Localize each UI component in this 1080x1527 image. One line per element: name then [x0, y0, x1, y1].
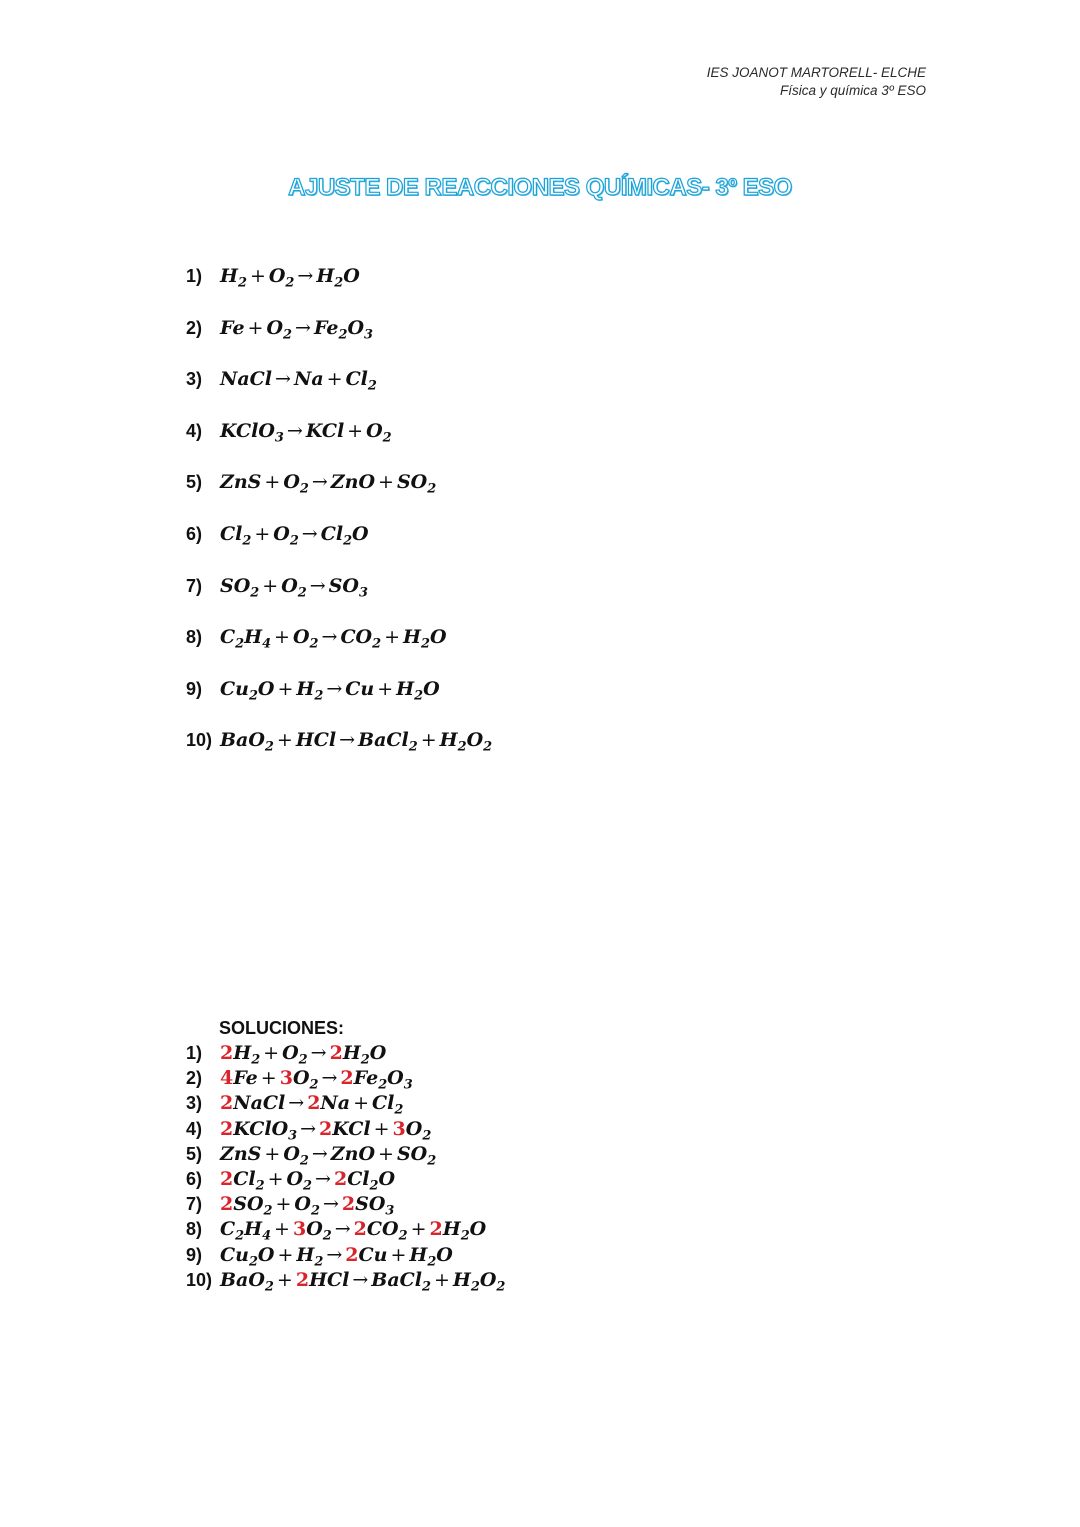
plus-sign: +: [378, 1142, 394, 1165]
chemical-equation: [220, 1142, 436, 1167]
solutions-row: [186, 1091, 505, 1116]
formula: $O_2$: [268, 265, 295, 291]
formula: ZnS: [220, 1142, 262, 1165]
plus-sign: +: [275, 1193, 292, 1216]
formula: $Cl_2$: [220, 522, 252, 549]
coefficient: 2: [333, 1167, 348, 1190]
chemical-equation: [220, 365, 377, 393]
plus-sign: +: [254, 522, 271, 545]
chemical-equation: [220, 1217, 486, 1242]
formula: $SO_3$: [355, 1193, 395, 1219]
chemical-equation: [220, 1041, 386, 1066]
solution-list: [186, 1041, 505, 1293]
exercises-number: 8): [186, 627, 203, 648]
formula: $O_2$: [292, 626, 319, 652]
reaction-arrow: →: [295, 316, 311, 339]
formula: $SO_2$: [396, 1142, 437, 1169]
formula: $CO_2$: [340, 626, 382, 652]
solutions-row: [186, 1142, 505, 1167]
formula: $CO_2$: [366, 1218, 408, 1244]
formula: Na: [320, 1092, 351, 1115]
formula: BaCl$_2$: [371, 1268, 431, 1295]
plus-sign: +: [433, 1268, 450, 1291]
coefficient: 2: [220, 1092, 234, 1115]
plus-sign: +: [410, 1218, 427, 1241]
formula: $Fe_2O_3$: [313, 316, 374, 343]
solutions-number: 3): [186, 1093, 203, 1114]
solutions-row: [186, 1243, 505, 1268]
coefficient: 2: [353, 1218, 367, 1241]
chemical-equation: [220, 314, 373, 342]
formula: $O_2$: [281, 574, 307, 601]
exercises-row: [186, 468, 492, 520]
chemical-equation: [220, 726, 492, 754]
exercises-number: 3): [186, 369, 203, 390]
formula: $O_2$: [273, 522, 299, 549]
plus-sign: +: [378, 471, 394, 494]
coefficient: 2: [319, 1117, 333, 1140]
formula: $H_2O$: [409, 1243, 453, 1270]
formula: $O_2$: [292, 1067, 319, 1093]
coefficient: 3: [279, 1067, 293, 1090]
formula: Na: [293, 368, 324, 391]
formula: KClO$_3$: [233, 1117, 298, 1144]
formula: $C_2H_4$: [220, 1218, 272, 1244]
reaction-arrow: →: [288, 1092, 305, 1115]
plus-sign: +: [326, 368, 343, 391]
reaction-arrow: →: [311, 1142, 328, 1165]
reaction-arrow: →: [297, 265, 314, 287]
plus-sign: +: [247, 316, 264, 339]
formula: $H_2O_2$: [452, 1268, 506, 1295]
coefficient: 2: [220, 1117, 234, 1140]
formula: ZnS: [220, 471, 262, 494]
solutions-number: 6): [186, 1168, 203, 1189]
formula: KCl: [305, 419, 345, 442]
reaction-arrow: →: [311, 471, 328, 494]
chemical-equation: [220, 1192, 394, 1217]
coefficient: 2: [307, 1092, 321, 1115]
reaction-arrow: →: [339, 729, 356, 752]
solutions-section: [186, 1015, 505, 1293]
page-header: [707, 64, 926, 100]
coefficient: 2: [429, 1218, 443, 1241]
formula: $O_2$: [306, 1218, 332, 1244]
reaction-arrow: →: [309, 574, 326, 597]
formula: $Cl_2O$: [347, 1167, 396, 1194]
reaction-arrow: →: [310, 1042, 327, 1064]
solutions-number: 4): [186, 1118, 203, 1139]
formula: BaO$_2$: [220, 729, 274, 755]
plus-sign: +: [264, 471, 281, 494]
reaction-arrow: →: [315, 1167, 331, 1190]
formula: $O_2$: [282, 1042, 308, 1068]
formula: $SO_2$: [396, 471, 437, 497]
chemical-equation: [220, 1167, 395, 1192]
formula: $O_2$: [405, 1117, 432, 1144]
chemical-equation: [220, 1268, 505, 1293]
coefficient: 2: [220, 1042, 234, 1064]
solutions-title: SOLUCIONES:: [219, 1018, 345, 1038]
formula: $SO_2$: [233, 1193, 273, 1219]
exercises-number: 6): [186, 523, 203, 544]
plus-sign: +: [384, 626, 401, 649]
formula: $H_2O_2$: [439, 729, 493, 755]
exercises-row: [186, 314, 492, 366]
formula: $H_2O$: [316, 265, 360, 291]
solutions-number: 10): [186, 1269, 213, 1290]
solutions-number: 8): [186, 1219, 203, 1240]
exercises-row: [186, 675, 492, 727]
exercises-row: [186, 726, 492, 778]
formula: $Cl_2$: [372, 1092, 404, 1118]
plus-sign: +: [420, 729, 437, 752]
formula: ZnO: [330, 471, 376, 494]
chemical-equation: [220, 1066, 413, 1091]
formula: $H_2$: [233, 1042, 261, 1068]
solutions-row: [186, 1268, 505, 1293]
plus-sign: +: [276, 1268, 293, 1291]
coefficient: 2: [220, 1167, 234, 1190]
reaction-arrow: →: [326, 1243, 343, 1266]
reaction-arrow: →: [275, 368, 291, 391]
formula: $O_2$: [266, 316, 293, 343]
plus-sign: +: [274, 626, 290, 649]
formula: $O_2$: [286, 1167, 313, 1194]
formula: $SO_3$: [328, 574, 368, 601]
formula: BaCl$_2$: [358, 729, 418, 755]
formula: $H_2$: [220, 265, 247, 291]
formula: HCl: [295, 729, 337, 752]
solutions-row: [186, 1192, 505, 1217]
exercises-number: 4): [186, 420, 203, 441]
reaction-arrow: →: [322, 1193, 339, 1216]
formula: $Fe_2O_3$: [353, 1067, 413, 1093]
chemical-equation: [220, 417, 392, 445]
formula: KCl: [332, 1117, 371, 1140]
chemical-equation: [220, 623, 447, 651]
formula: $H_2O$: [342, 1042, 387, 1068]
formula: Fe: [220, 316, 245, 339]
reaction-arrow: →: [301, 522, 318, 545]
formula: NaCl: [233, 1092, 286, 1115]
solutions-row: [186, 1167, 505, 1192]
reaction-arrow: →: [326, 677, 343, 700]
solutions-number: 1): [186, 1043, 203, 1063]
formula: BaO$_2$: [220, 1268, 274, 1295]
formula: $Cu_2O$: [220, 677, 275, 704]
formula: $Cl_2$: [233, 1167, 265, 1194]
solutions-number: 5): [186, 1143, 203, 1164]
exercises-number: 5): [186, 472, 203, 493]
formula: $SO_2$: [220, 574, 260, 601]
plus-sign: +: [347, 419, 364, 442]
coefficient: 3: [392, 1117, 406, 1140]
chemical-equation: [220, 572, 368, 600]
reaction-arrow: →: [352, 1268, 369, 1291]
plus-sign: +: [264, 1142, 281, 1165]
formula: $C_2H_4$: [220, 626, 272, 652]
plus-sign: +: [262, 574, 279, 597]
formula: $O_2$: [283, 471, 309, 497]
solutions-row: [186, 1117, 505, 1142]
exercises-number: 2): [186, 317, 203, 338]
school-name: IES JOANOT MARTORELL- ELCHE: [706, 65, 926, 80]
plus-sign: +: [249, 265, 266, 287]
plus-sign: +: [390, 1243, 407, 1266]
solutions-row: [186, 1041, 505, 1066]
chemical-equation: [220, 675, 440, 703]
exercises-number: 9): [186, 678, 203, 699]
reaction-arrow: →: [334, 1218, 351, 1241]
formula: $Cl_2$: [345, 368, 377, 394]
exercises-row: [186, 623, 492, 675]
plus-sign: +: [276, 729, 293, 752]
formula: $H_2$: [296, 1243, 324, 1270]
chemical-equation: [220, 1117, 431, 1142]
formula: $H_2$: [296, 677, 324, 704]
exercises-row: [186, 417, 492, 469]
page-title: AJUSTE DE REACCIONES QUÍMICAS- 3º ESO: [288, 174, 792, 201]
plus-sign: +: [263, 1042, 280, 1064]
chemical-equation: [220, 520, 369, 548]
formula: Fe: [233, 1067, 258, 1090]
course-name: Física y química 3º ESO: [780, 83, 926, 98]
exercises-row: [186, 262, 492, 314]
coefficient: 4: [220, 1067, 234, 1090]
formula: HCl: [309, 1268, 350, 1291]
coefficient: 2: [220, 1193, 234, 1216]
exercises-number: 7): [186, 575, 203, 596]
exercises-number: 1): [186, 266, 203, 286]
exercises-row: [186, 365, 492, 417]
reaction-arrow: →: [321, 626, 338, 649]
formula: $H_2O$: [442, 1218, 487, 1244]
exercise-list: [186, 262, 492, 778]
chemical-equation: [220, 468, 436, 496]
formula: $Cl_2O$: [320, 522, 369, 549]
chemical-equation: [220, 262, 360, 290]
formula: $O_2$: [294, 1193, 320, 1219]
formula: ZnO: [330, 1142, 376, 1165]
formula: $O_2$: [366, 419, 392, 446]
plus-sign: +: [277, 677, 294, 700]
plus-sign: +: [274, 1218, 290, 1241]
solutions-row: [186, 1066, 505, 1091]
chemical-equation: [220, 1091, 403, 1116]
reaction-arrow: →: [321, 1067, 338, 1090]
coefficient: 2: [345, 1243, 359, 1266]
plus-sign: +: [277, 1243, 294, 1266]
coefficient: 2: [295, 1268, 310, 1291]
formula: KClO$_3$: [220, 419, 284, 446]
solutions-row: [186, 1217, 505, 1242]
formula: $H_2O$: [396, 677, 440, 704]
formula: NaCl: [220, 368, 273, 391]
plus-sign: +: [373, 1117, 390, 1140]
reaction-arrow: →: [300, 1117, 317, 1140]
solutions-number: 7): [186, 1194, 203, 1215]
solutions-number: 2): [186, 1068, 203, 1089]
chemical-equation: [220, 1243, 453, 1268]
plus-sign: +: [260, 1067, 277, 1090]
solutions-number: 9): [186, 1244, 203, 1265]
coefficient: 2: [340, 1067, 354, 1090]
coefficient: 2: [341, 1193, 356, 1216]
exercises-row: [186, 572, 492, 624]
plus-sign: +: [377, 677, 394, 700]
formula: $H_2O$: [403, 626, 447, 652]
formula: $Cu_2O$: [220, 1243, 275, 1270]
plus-sign: +: [353, 1092, 370, 1115]
plus-sign: +: [267, 1167, 284, 1190]
formula: $O_2$: [283, 1142, 309, 1169]
formula: Cu: [358, 1243, 388, 1266]
reaction-arrow: →: [286, 419, 303, 442]
coefficient: 2: [329, 1042, 343, 1064]
exercises-row: [186, 520, 492, 572]
exercises-number: 10): [186, 730, 213, 751]
coefficient: 3: [292, 1218, 307, 1241]
formula: Cu: [345, 677, 375, 700]
